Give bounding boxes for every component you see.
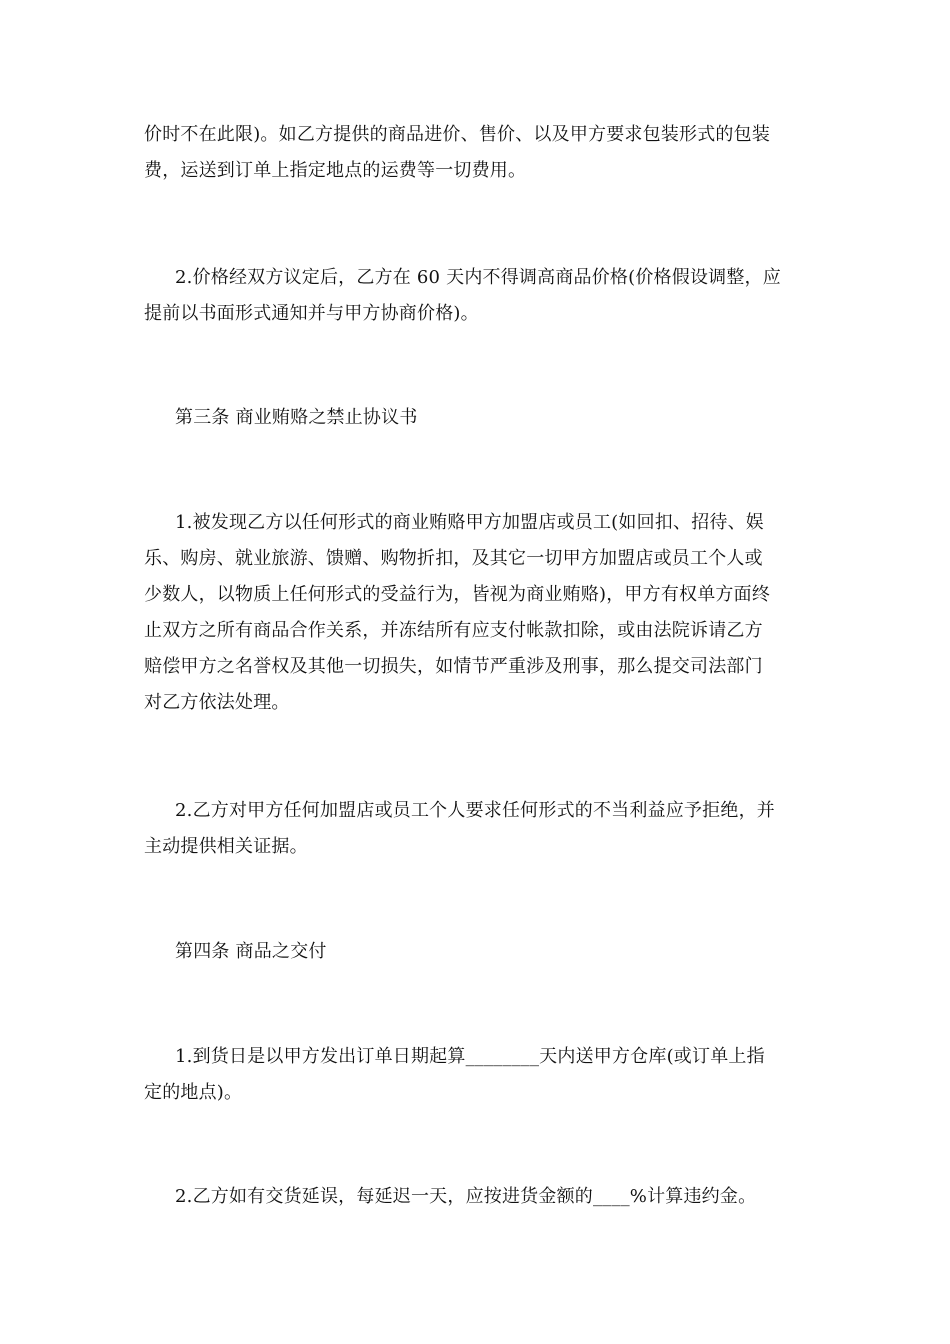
text-line: 2.价格经双方议定后，乙方在 60 天内不得调高商品价格(价格假设调整，应 xyxy=(175,267,781,288)
paragraph-pricing-clause-2 xyxy=(144,260,812,332)
text-line: 价时不在此限)。如乙方提供的商品进价、售价、以及甲方要求包装形式的包装 xyxy=(144,124,771,145)
text-line: 1.被发现乙方以任何形式的商业贿赂甲方加盟店或员工(如回扣、招待、娱 xyxy=(175,512,764,533)
paragraph-article-3-clause-2 xyxy=(144,793,812,865)
paragraph-article-3-clause-1 xyxy=(144,505,812,721)
text-line: 2.乙方如有交货延误，每延迟一天，应按进货金额的____%计算违约金。 xyxy=(175,1186,757,1207)
section-heading: 第四条 商品之交付 xyxy=(175,941,327,962)
heading-article-3 xyxy=(144,400,812,436)
text-line: 费，运送到订单上指定地点的运费等一切费用。 xyxy=(144,160,527,181)
text-line: 2.乙方对甲方任何加盟店或员工个人要求任何形式的不当利益应予拒绝，并 xyxy=(175,800,775,821)
text-line: 止双方之所有商品合作关系，并冻结所有应支付帐款扣除，或由法院诉请乙方 xyxy=(144,620,763,641)
paragraph-article-4-clause-2 xyxy=(144,1179,812,1215)
text-line: 提前以书面形式通知并与甲方协商价格)。 xyxy=(144,303,479,324)
text-line: 定的地点)。 xyxy=(144,1082,243,1103)
paragraph-pricing-continuation xyxy=(144,117,812,189)
text-line: 赔偿甲方之名誉权及其他一切损失，如情节严重涉及刑事，那么提交司法部门 xyxy=(144,656,763,677)
text-line: 少数人，以物质上任何形式的受益行为，皆视为商业贿赂)，甲方有权单方面终 xyxy=(144,584,771,605)
paragraph-article-4-clause-1 xyxy=(144,1039,812,1111)
text-line: 主动提供相关证据。 xyxy=(144,836,308,857)
text-line: 1.到货日是以甲方发出订单日期起算________天内送甲方仓库(或订单上指 xyxy=(175,1046,765,1067)
text-line: 对乙方依法处理。 xyxy=(144,692,290,713)
text-line: 乐、购房、就业旅游、馈赠、购物折扣，及其它一切甲方加盟店或员工个人或 xyxy=(144,548,763,569)
section-heading: 第三条 商业贿赂之禁止协议书 xyxy=(175,407,418,428)
heading-article-4 xyxy=(144,934,812,970)
